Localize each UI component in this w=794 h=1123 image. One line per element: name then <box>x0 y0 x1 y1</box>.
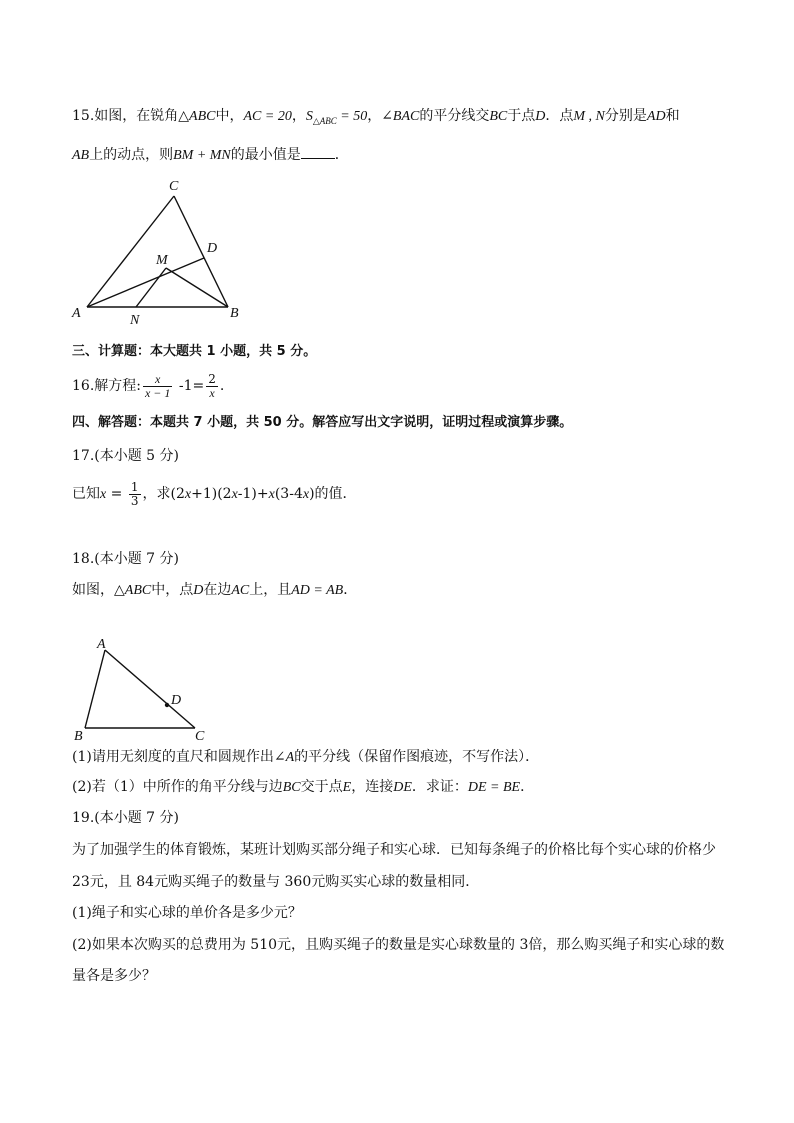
q17-line <box>72 476 357 512</box>
label-n: N <box>130 313 140 328</box>
q18-header: 18.(本小题 7 分) <box>72 551 179 567</box>
q17-variable: x <box>302 487 310 502</box>
q18-text: 上，且 <box>249 582 292 598</box>
q18-angle: ∠A <box>273 750 295 765</box>
q15-points: M , N <box>573 109 605 124</box>
label-b: B <box>230 306 239 321</box>
q15-segment: AD <box>646 109 666 124</box>
q18-text: 中，点 <box>151 582 194 598</box>
q17-header: 17.(本小题 5 分) <box>72 448 179 464</box>
q18-text: ． <box>520 779 535 795</box>
q15-segment: AB <box>72 148 90 163</box>
label-c: C <box>169 179 179 194</box>
section-4-title: 四、解答题：本题共 7 小题，共 50 分。解答应写出文字说明，证明过程或演算步骤。 <box>72 415 573 430</box>
q15-text: 中， <box>215 108 244 124</box>
q15-line-2 <box>72 144 349 166</box>
label-c: C <box>195 729 205 744</box>
q18-equation: DE = BE <box>467 780 521 795</box>
q17-text: = <box>106 486 127 502</box>
point-d <box>165 703 169 707</box>
q18-segment: DE <box>393 780 412 795</box>
q17-variable: x <box>268 487 275 502</box>
q18-text: ． <box>343 582 358 598</box>
q15-segment: BC <box>489 109 508 124</box>
fraction-numerator: x <box>143 373 172 387</box>
fraction-denominator: x − 1 <box>144 385 171 400</box>
segment-ad <box>87 258 204 307</box>
segment-ac <box>87 196 174 307</box>
q15-triangle: △ABC <box>178 109 216 124</box>
q18-triangle: △ABC <box>114 583 152 598</box>
q15-text: ． <box>334 147 349 163</box>
fraction-numerator: 1 <box>130 479 139 494</box>
q15-area-value: = 50 <box>336 109 368 124</box>
q15-number: 15. <box>72 108 95 124</box>
q15-text: 于点 <box>507 108 536 124</box>
q15-ac-value: AC = 20 <box>243 109 292 124</box>
q18-part-2 <box>72 777 534 798</box>
q15-area-subscript: △ABC <box>312 116 337 126</box>
q19-part-1: (1)绳子和实心球的单价各是多少元？ <box>72 905 302 921</box>
q16-line <box>72 370 224 402</box>
q18-point: D <box>193 583 204 598</box>
q15-area-symbol: S <box>305 109 313 124</box>
q15-text: ， <box>291 108 306 124</box>
q18-text: (2)若（1）中所作的角平分线与边 <box>72 779 283 795</box>
q15-text: 和 <box>665 108 680 124</box>
q17-text: 已知 <box>72 486 100 502</box>
q17-variable: x <box>231 487 238 502</box>
q18-segment: BC <box>282 780 301 795</box>
q15-text: 如图，在锐角 <box>94 108 179 124</box>
q17-text: -1)+ <box>237 486 269 502</box>
q15-expression: BM + MN <box>173 148 231 163</box>
q16-fraction-1 <box>143 373 172 400</box>
q18-point: E <box>342 780 352 795</box>
q18-text: 的平分线（保留作图痕迹，不写作法）． <box>294 749 540 765</box>
fraction-numerator: 2 <box>208 371 216 386</box>
q17-text: )的值． <box>309 486 357 502</box>
q18-text: (1)请用无刻度的直尺和圆规作出 <box>72 749 274 765</box>
q15-text: 分别是 <box>604 108 647 124</box>
segment-ab <box>85 650 105 728</box>
q19-header: 19.(本小题 7 分) <box>72 810 179 826</box>
q18-figure-lines <box>85 650 195 728</box>
q18-segment: AC <box>231 583 250 598</box>
q15-line-1 <box>72 106 680 131</box>
label-a: A <box>72 306 81 321</box>
q17-text: +1)(2 <box>191 486 232 502</box>
q15-text: 上的动点，则 <box>89 147 174 163</box>
section-3-title: 三、计算题：本大题共 1 小题，共 5 分。 <box>72 344 317 359</box>
q15-text: ．点 <box>545 108 574 124</box>
q18-line <box>72 580 357 601</box>
label-b: B <box>74 729 83 744</box>
label-d: D <box>171 693 182 708</box>
q17-variable: x <box>100 487 107 502</box>
q16-fraction-2 <box>206 373 218 400</box>
q15-text: 的最小值是 <box>230 147 301 163</box>
q18-text: ，连接 <box>351 779 394 795</box>
q18-text: 如图， <box>72 582 114 598</box>
label-m: M <box>156 253 168 268</box>
q15-point: D <box>535 109 546 124</box>
q19-part-2b: 量各是多少？ <box>72 968 156 984</box>
label-d: D <box>207 241 218 256</box>
q15-text: 的平分线交 <box>419 108 490 124</box>
q16-text: 解方程: <box>94 378 141 394</box>
label-a: A <box>97 637 106 652</box>
fraction-denominator: x <box>209 385 215 400</box>
segment-mn <box>136 268 166 307</box>
q16-text: . <box>219 378 225 394</box>
q18-text: ．求证： <box>411 779 468 795</box>
answer-blank[interactable] <box>301 144 335 159</box>
q16-number: 16. <box>72 378 95 394</box>
q18-part-1 <box>72 747 539 768</box>
q18-text: 交于点 <box>300 779 343 795</box>
q17-fraction <box>129 481 141 508</box>
segment-ac <box>105 650 195 728</box>
q18-equation: AD = AB <box>291 583 344 598</box>
q19-part-2a: (2)如果本次购买的总费用为 510元，且购买绳子的数量是实心球数量的 3倍，那么购买绳子和实心球的数 <box>72 937 725 953</box>
fraction-denominator: 3 <box>130 493 139 508</box>
q17-text: ，求(2 <box>142 486 185 502</box>
q18-triangle-figure <box>66 632 226 744</box>
q19-line-2: 23元，且 84元购买绳子的数量与 360元购买实心球的数量相同． <box>72 874 480 890</box>
q15-triangle-figure <box>60 172 260 332</box>
q18-text: 在边 <box>203 582 232 598</box>
q17-text: (3-4 <box>274 486 303 502</box>
q15-text: ， <box>367 108 382 124</box>
q17-variable: x <box>184 487 192 502</box>
q19-line-1: 为了加强学生的体育锻炼，某班计划购买部分绳子和实心球．已知每条绳子的价格比每个实心球的价格少 <box>72 842 716 858</box>
q15-angle: ∠BAC <box>381 109 420 124</box>
q16-text: -1= <box>174 378 205 394</box>
